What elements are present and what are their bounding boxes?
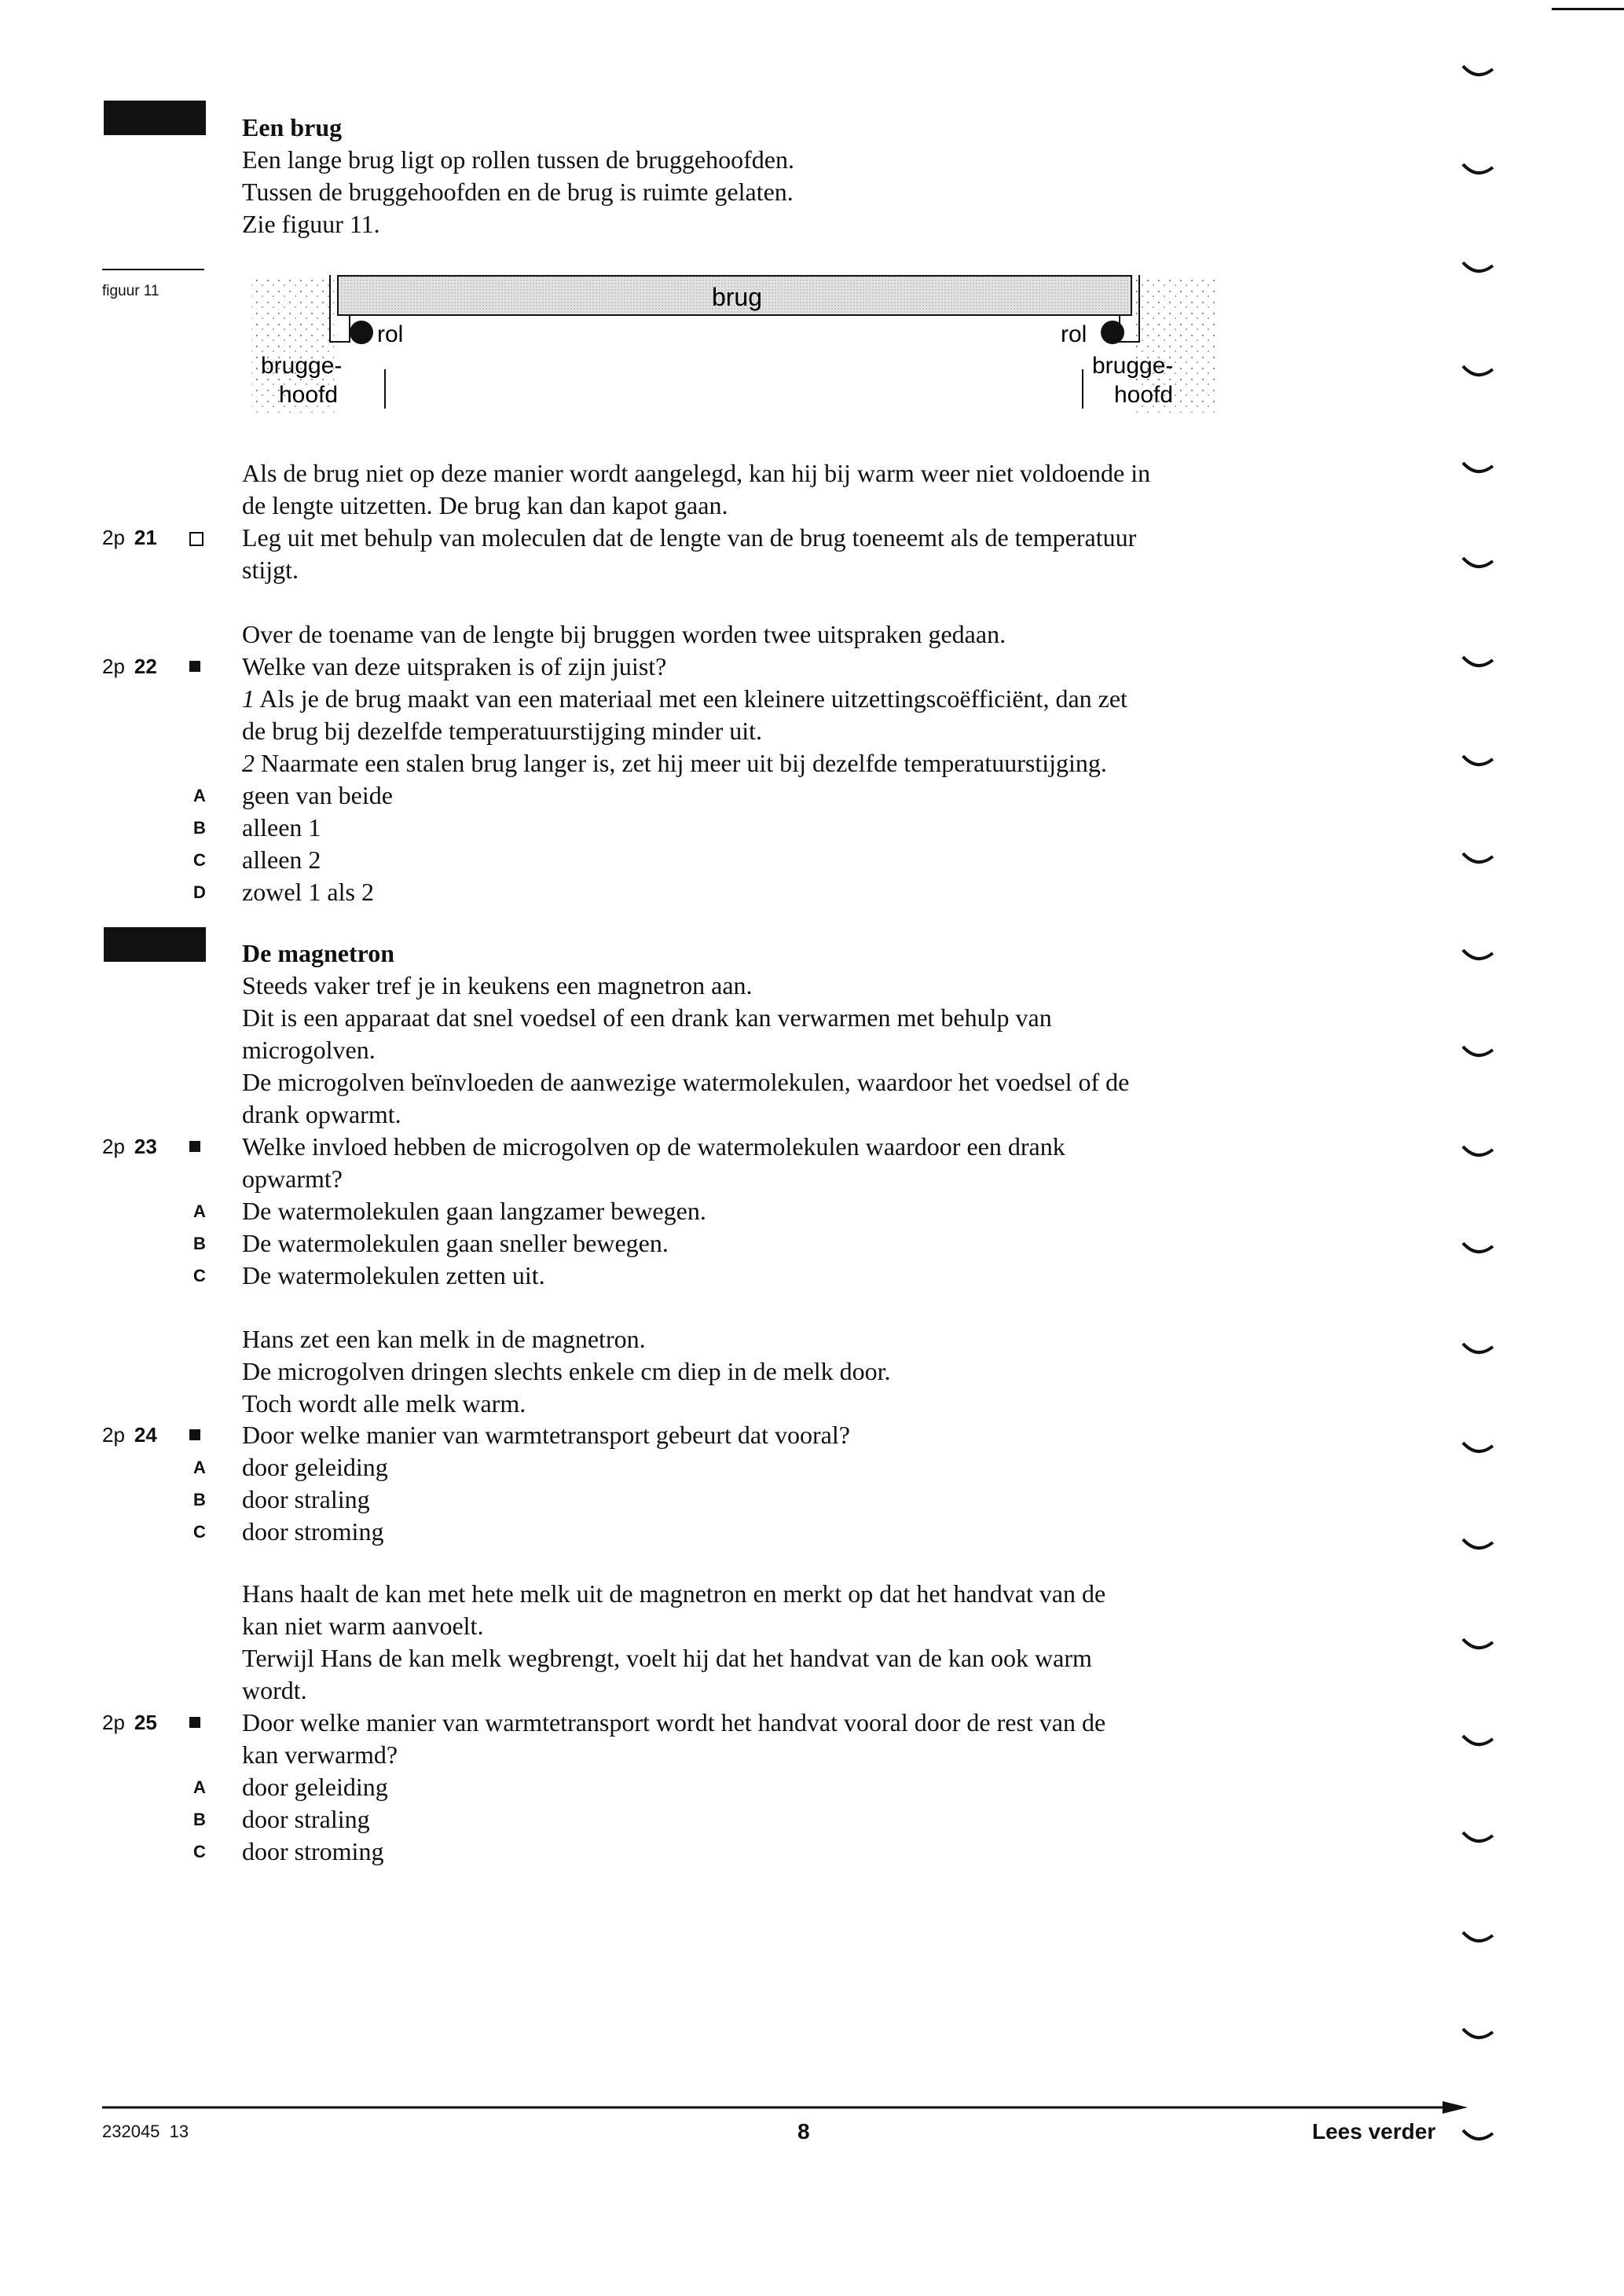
margin-mark [1461,363,1494,380]
intro-line: Dit is een apparaat dat snel voedsel of een drank kan verwarmen met behulp van [242,1003,1052,1032]
option-label: B [193,1490,206,1509]
option-label: C [193,1522,206,1542]
qnum: 21 [134,526,157,549]
margin-mark [1461,1536,1494,1553]
intro-line: De microgolven beïnvloeden de aanwezige watermolekulen, waardoor het voedsel of de [242,1068,1130,1096]
option-label: A [193,1458,206,1477]
body-line: Hans haalt de kan met hete melk uit de magnetron en merkt op dat het handvat van de [242,1579,1106,1608]
body-line: kan niet warm aanvoelt. [242,1612,484,1640]
qnum: 22 [134,655,157,678]
option-label: B [193,818,206,838]
figure-label: figuur 11 [102,283,159,299]
corner-rule [1552,8,1624,10]
question-text: Leg uit met behulp van moleculen dat de lengte van de brug toeneemt als de temperatuur [242,523,1137,552]
footer-code: 232045 13 [102,2122,189,2141]
option-text: geen van beide [242,781,393,809]
margin-mark [1461,460,1494,477]
intro-line: Steeds vaker tref je in keukens een magnetron aan. [242,971,753,999]
margin-mark [1461,1733,1494,1750]
bridge-figure [244,267,1234,424]
option-label: A [193,1201,206,1221]
margin-mark [1461,1240,1494,1257]
statement-text: Naarmate een stalen brug langer is, zet hij meer uit bij dezelfde temperatuurstijging. [261,749,1107,777]
margin-mark [1461,161,1494,178]
points: 2p [102,526,125,549]
section-title-magnetron: De magnetron [242,939,395,967]
mc-question-marker [189,1717,200,1728]
question-text: Door welke manier van warmtetransport gebeurt dat vooral? [242,1421,850,1449]
margin-mark [1461,1929,1494,1946]
mc-question-marker [189,1141,200,1152]
qnum: 24 [134,1423,157,1447]
question-text: Door welke manier van warmtetransport wordt het handvat vooral door de rest van de [242,1708,1106,1737]
abutment-left-label-2: hoofd [279,382,339,408]
body-line: Hans zet een kan melk in de magnetron. [242,1325,646,1353]
question-number-22 [102,651,157,683]
body-line: Terwijl Hans de kan melk wegbrengt, voelt hij dat het handvat van de kan ook warm [242,1644,1092,1672]
points: 2p [102,1711,125,1734]
section-marker-block [104,101,206,135]
question-number-24 [102,1419,157,1451]
option-text: door stroming [242,1837,384,1865]
option-text: door geleiding [242,1773,388,1801]
section-marker-block [104,927,206,962]
roller-right-label: rol [1061,321,1087,347]
option-text: door straling [242,1485,370,1513]
roller-right [1101,321,1124,344]
margin-mark [1461,1043,1494,1061]
option-text: alleen 2 [242,845,321,874]
points: 2p [102,1135,125,1158]
question-number-25 [102,1707,157,1739]
page-number: 8 [797,2119,810,2144]
abutment-left-label-1: brugge- [261,353,343,379]
option-text: De watermolekulen zetten uit. [242,1261,545,1289]
margin-mark [1461,555,1494,572]
body-line: wordt. [242,1676,307,1704]
intro-line: Zie figuur 11. [242,210,380,238]
option-label: B [193,1234,206,1253]
section-title-brug: Een brug [242,113,343,141]
continue-label: Lees verder [1312,2119,1436,2144]
margin-mark [1461,753,1494,770]
qnum: 25 [134,1711,157,1734]
mc-question-marker [189,661,200,672]
question-number-23 [102,1131,157,1163]
question-text: stijgt. [242,556,299,584]
figure-label-rule [102,269,204,270]
mc-question-marker [189,1429,200,1440]
body-line: Als de brug niet op deze manier wordt aangelegd, kan hij bij warm weer niet voldoende in [242,459,1151,487]
question-text: kan verwarmd? [242,1740,398,1769]
margin-mark [1461,850,1494,867]
margin-mark [1461,63,1494,80]
margin-mark [1461,1341,1494,1358]
roller-left [350,321,373,344]
option-label: C [193,850,206,870]
roller-left-label: rol [377,321,404,347]
statement-1-line [242,683,1127,715]
question-text: opwarmt? [242,1165,343,1193]
abutment-right-label-2: hoofd [1114,382,1174,408]
option-text: zowel 1 als 2 [242,878,374,906]
statement-1-line: de brug bij dezelfde temperatuurstijging minder uit. [242,717,763,745]
points: 2p [102,1423,125,1447]
option-label: A [193,1777,206,1797]
points: 2p [102,655,125,678]
option-label: C [193,1842,206,1861]
option-text: alleen 1 [242,813,321,842]
option-text: door straling [242,1805,370,1833]
abutment-right-label-1: brugge- [1092,353,1174,379]
option-text: door stroming [242,1517,384,1546]
statement-number: 1 [242,684,255,713]
margin-mark [1461,947,1494,964]
body-line: De microgolven dringen slechts enkele cm diep in de melk door. [242,1357,891,1385]
margin-mark [1461,1440,1494,1457]
statement-text: Als je de brug maakt van een materiaal met een kleinere uitzettingscoëfficiënt, dan zet [259,684,1127,713]
margin-mark [1461,1829,1494,1847]
question-number-21 [102,522,157,554]
statement-2-line [242,747,1107,779]
margin-mark [1461,654,1494,671]
option-label: A [193,786,206,805]
margin-mark [1461,2127,1494,2144]
option-label: B [193,1810,206,1829]
margin-mark [1461,1143,1494,1161]
body-line: de lengte uitzetten. De brug kan dan kapot gaan. [242,491,728,519]
margin-mark [1461,1636,1494,1653]
margin-mark [1461,2026,1494,2043]
intro-line: drank opwarmt. [242,1100,401,1128]
option-label: D [193,882,206,902]
body-line: Over de toename van de lengte bij bruggen worden twee uitspraken gedaan. [242,620,1006,648]
question-text: Welke van deze uitspraken is of zijn juist? [242,652,667,680]
option-text: De watermolekulen gaan sneller bewegen. [242,1229,669,1257]
open-question-box [189,532,203,546]
qnum: 23 [134,1135,157,1158]
intro-line: Tussen de bruggehoofden en de brug is ruimte gelaten. [242,178,794,206]
margin-mark [1461,259,1494,277]
option-text: De watermolekulen gaan langzamer bewegen. [242,1197,706,1225]
intro-line: Een lange brug ligt op rollen tussen de bruggehoofden. [242,145,794,174]
intro-line: microgolven. [242,1036,376,1064]
option-label: C [193,1266,206,1286]
question-text: Welke invloed hebben de microgolven op de watermolekulen waardoor een drank [242,1132,1065,1161]
option-text: door geleiding [242,1453,388,1481]
footer-arrow-rule [102,2100,1469,2115]
bridge-label: brug [711,283,763,311]
body-line: Toch wordt alle melk warm. [242,1389,526,1418]
statement-number: 2 [242,749,255,777]
